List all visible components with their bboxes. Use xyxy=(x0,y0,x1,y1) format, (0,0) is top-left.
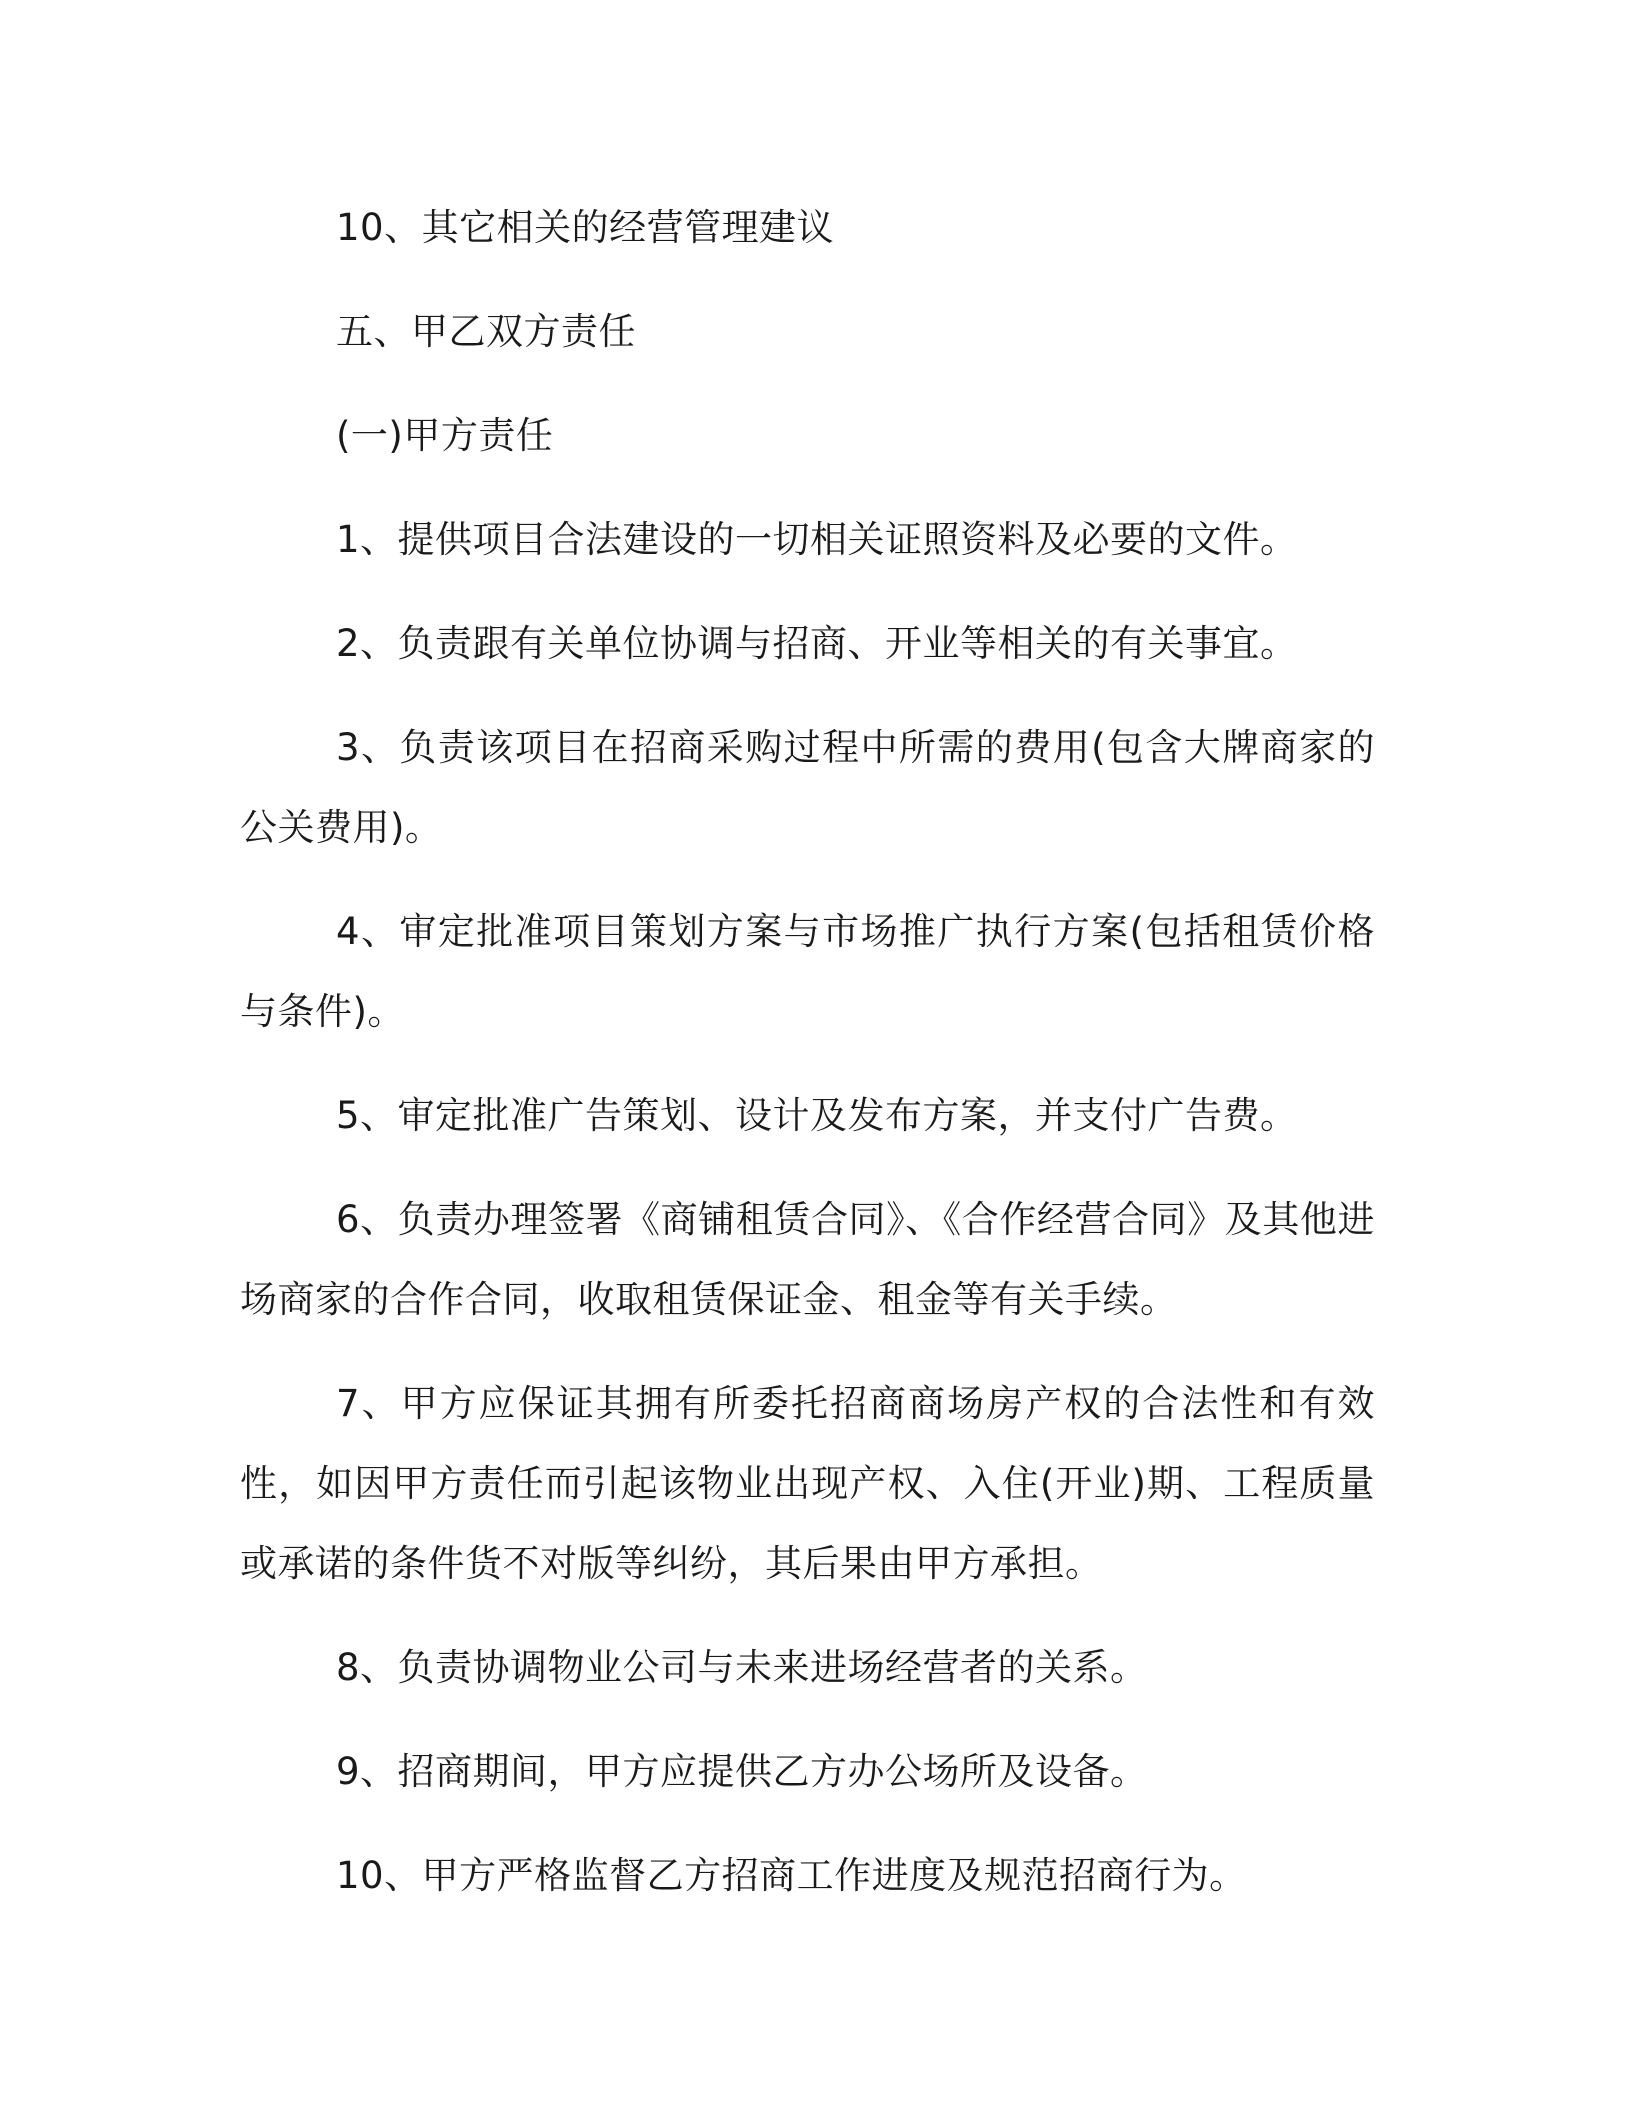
paragraph-item-7: 7、甲方应保证其拥有所委托招商商场房产权的合法性和有效性，如因甲方责任而引起该物业出现产权、入住(开业)期、工程质量或承诺的条件货不对版等纠纷，其后果由甲方承担。 xyxy=(240,1382,1375,1585)
paragraph-item-4: 4、审定批准项目策划方案与市场推广执行方案(包括租赁价格与条件)。 xyxy=(240,910,1375,1033)
document-body xyxy=(240,188,1375,1916)
paragraph-item-10: 10、甲方严格监督乙方招商工作进度及规范招商行为。 xyxy=(336,1854,1247,1897)
paragraph-item-6: 6、负责办理签署《商铺租赁合同》、《合作经营合同》及其他进场商家的合作合同，收取租赁保证金、租金等有关手续。 xyxy=(240,1198,1375,1321)
subsection-heading-party-a: (一)甲方责任 xyxy=(336,414,554,457)
paragraph-item-9: 9、招商期间，甲方应提供乙方办公场所及设备。 xyxy=(336,1750,1148,1793)
paragraph-item-1: 1、提供项目合法建设的一切相关证照资料及必要的文件。 xyxy=(336,518,1298,561)
paragraph-item-2: 2、负责跟有关单位协调与招商、开业等相关的有关事宜。 xyxy=(336,622,1298,665)
paragraph-item-8: 8、负责协调物业公司与未来进场经营者的关系。 xyxy=(336,1646,1148,1689)
section-heading-responsibilities: 五、甲乙双方责任 xyxy=(336,310,636,353)
paragraph-item-10-suggestions: 10、其它相关的经营管理建议 xyxy=(336,206,835,249)
paragraph-item-5: 5、审定批准广告策划、设计及发布方案，并支付广告费。 xyxy=(336,1094,1298,1137)
paragraph-item-3: 3、负责该项目在招商采购过程中所需的费用(包含大牌商家的公关费用)。 xyxy=(240,726,1375,849)
